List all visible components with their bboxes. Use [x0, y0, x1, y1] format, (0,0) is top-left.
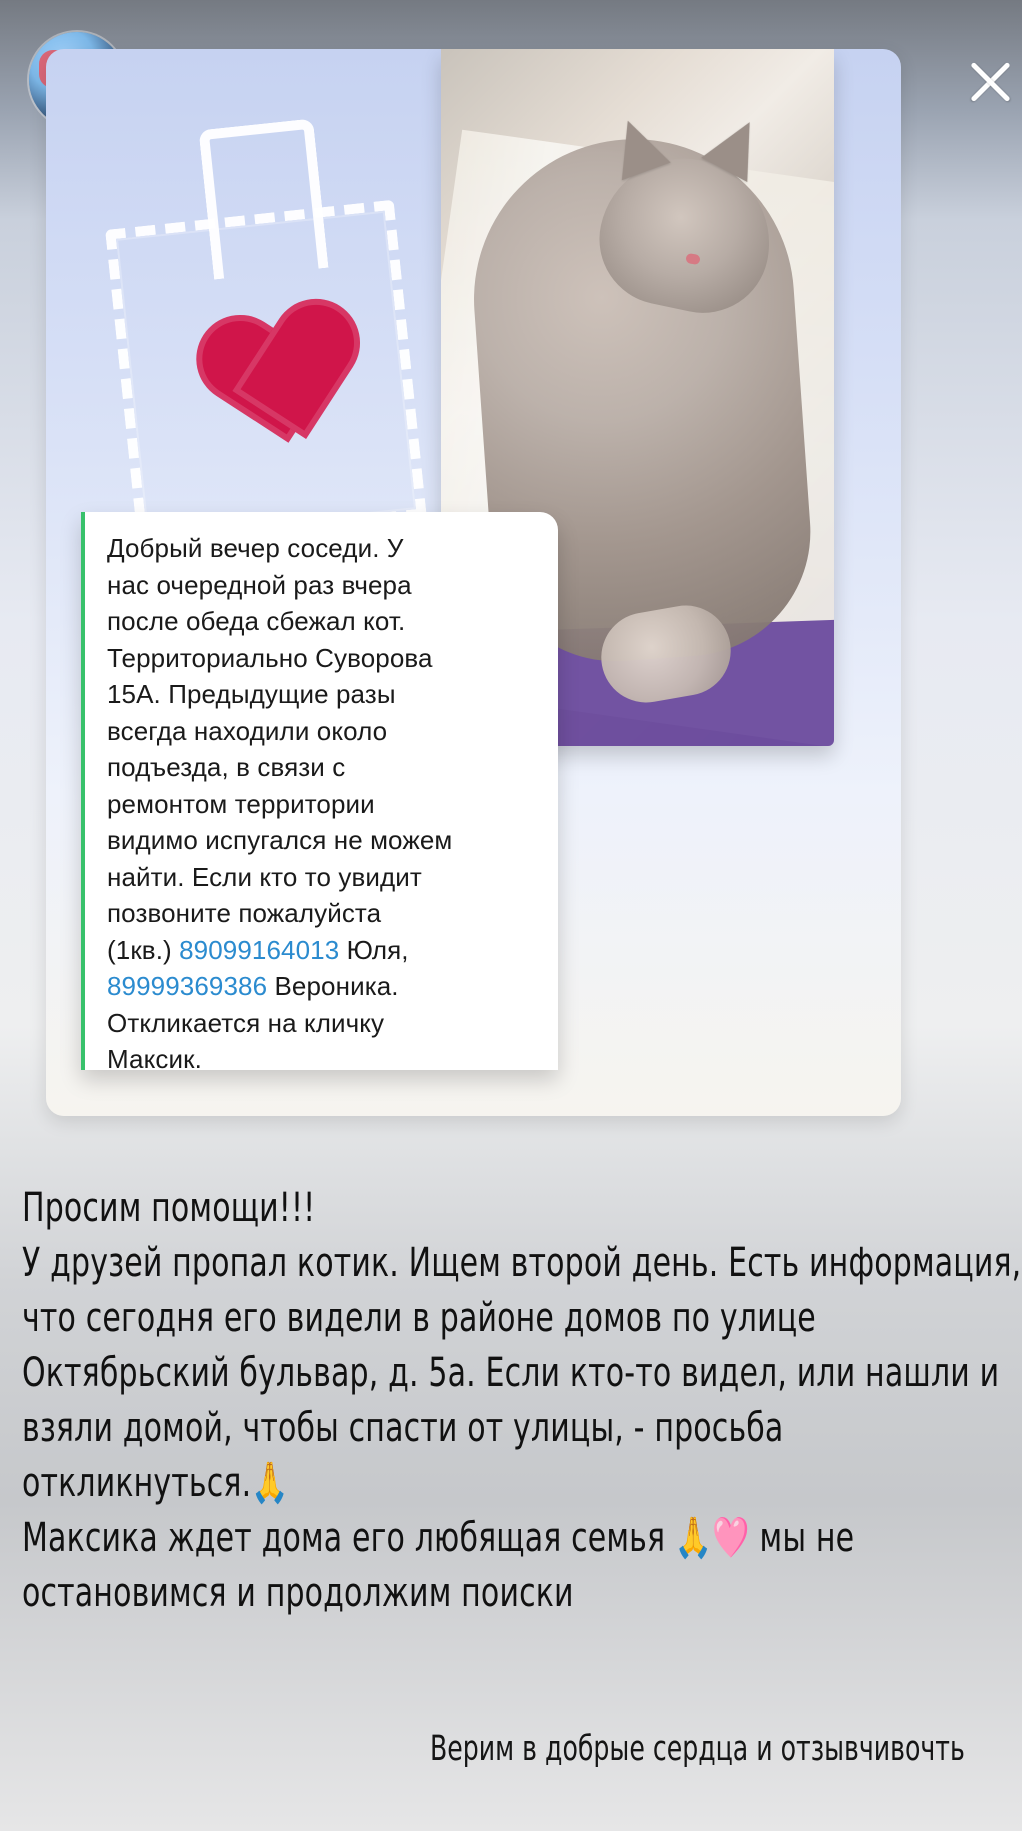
caption-line: взяли домой, чтобы спасти от улицы, - просьба: [22, 1405, 784, 1451]
phone-link[interactable]: 89099164013: [179, 934, 340, 965]
message-line: Максик.: [107, 1044, 202, 1070]
caption-line: что сегодня его видели в районе домов по улице: [22, 1295, 816, 1341]
caption-line: остановимся и продолжим поиски: [22, 1570, 574, 1616]
story-card: [46, 49, 901, 1116]
message-line: видимо испугался не можем: [107, 825, 453, 855]
message-line: Добрый вечер соседи. У: [107, 533, 404, 563]
caption-line: откликнуться.🙏: [22, 1460, 289, 1506]
message-line: после обеда сбежал кот.: [107, 606, 406, 636]
message-bubble: [81, 512, 558, 1070]
message-text: [107, 530, 537, 1070]
caption-footer: Верим в добрые сердца и отзывчивочть: [430, 1729, 965, 1769]
phone-link[interactable]: 89999369386: [107, 971, 268, 1001]
message-line-phone-2: [107, 968, 537, 1005]
phone-suffix: Юля,: [339, 934, 409, 965]
stamp-heart-sticker: [66, 104, 456, 554]
message-line: позвоните пожалуйста: [107, 898, 382, 928]
message-line: найти. Если кто то увидит: [107, 861, 422, 892]
message-line: 15А. Предыдущие разы: [107, 679, 396, 709]
message-line-phone-1: [107, 932, 537, 969]
caption-line: Максика ждет дома его любящая семья 🙏🩷 мы не: [22, 1515, 855, 1561]
message-line: Откликается на кличку: [107, 1007, 385, 1038]
message-line: подъезда, в связи с: [107, 752, 346, 782]
message-line: ремонтом территории: [107, 788, 375, 819]
heart-icon: [193, 301, 359, 467]
phone-prefix: (1кв.): [107, 934, 180, 965]
message-line: всегда находили около: [107, 715, 388, 746]
message-line: нас очередной раз вчера: [107, 569, 412, 600]
story-caption: [22, 1181, 1022, 1621]
phone-suffix: Вероника.: [267, 971, 399, 1001]
caption-line: Октябрьский бульвар, д. 5а. Если кто-то видел, или нашли и: [22, 1350, 1000, 1396]
caption-line: У друзей пропал котик. Ищем второй день. Есть информация,: [22, 1240, 1022, 1286]
caption-line: Просим помощи!!!: [22, 1185, 316, 1231]
message-line: Территориально Суворова: [107, 642, 433, 673]
close-icon[interactable]: [960, 52, 1020, 112]
